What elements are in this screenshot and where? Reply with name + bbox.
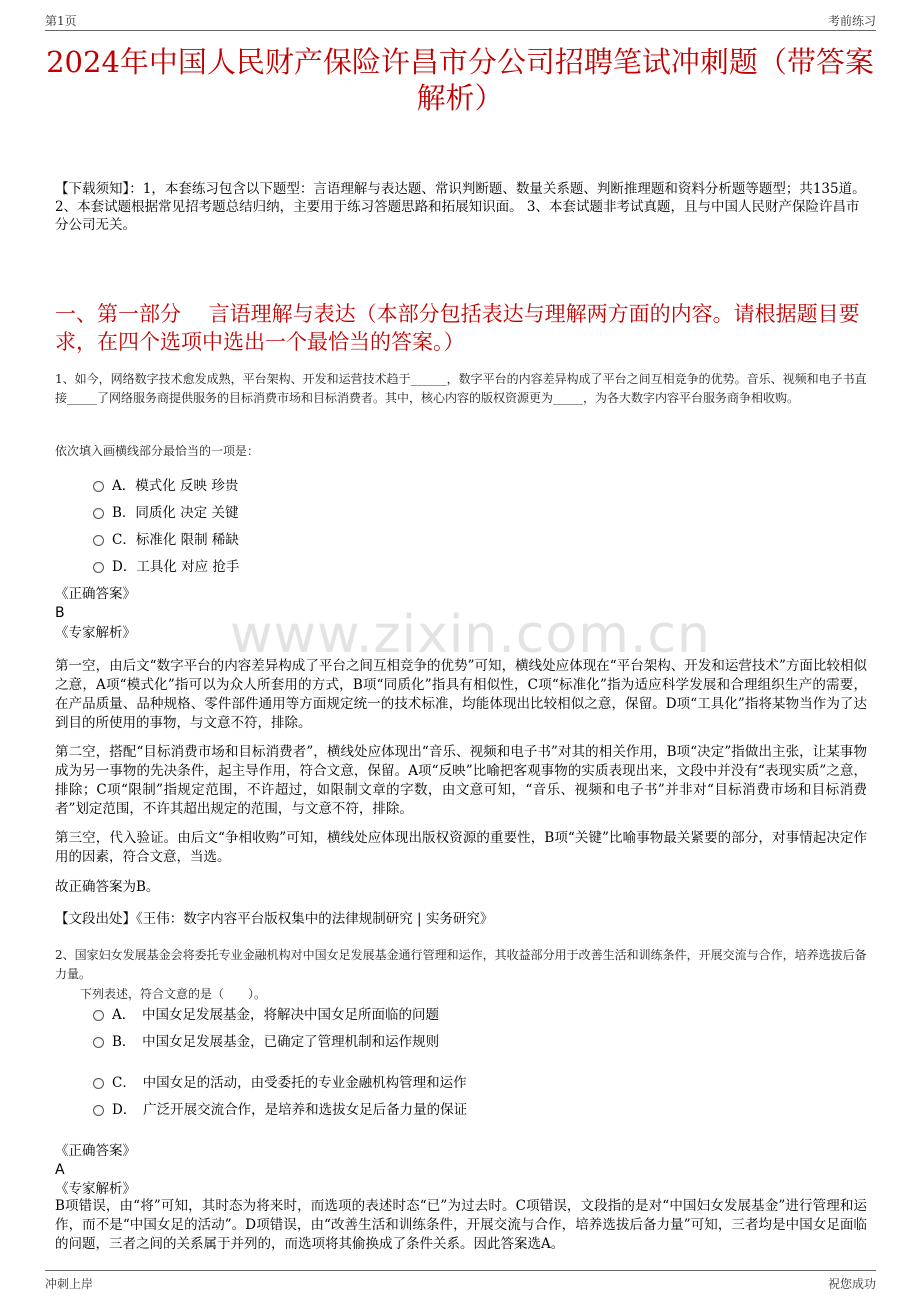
document-title: 2024年中国人民财产保险许昌市分公司招聘笔试冲刺题（带答案解析）	[46, 45, 874, 115]
question-1-option-d[interactable]	[93, 558, 239, 576]
question-1-analysis-p1: 第一空，由后文“数字平台的内容差异构成了平台之间互相竞争的优势”可知，横线处应体现在“平台架构、开发和运营技术”方面比较相似之意，A项“模式化”指可以为众人所套用的方式，B项“同质化”指具有相似性，C项“标准化”指为适应科学发展和合理组织生产的需要，在产品质量、品种规格、零件部件通用等方面规定统一的技术标准，均能体现出比较相似之意，保留。D项“工具化”指将某物当作为了达到目的所使用的事物，与文意不符，排除。	[55, 658, 867, 731]
option-label: C． 中国女足的活动，由受委托的专业金融机构管理和运作	[112, 1075, 467, 1091]
download-notice: 【下载须知】：1，本套练习包含以下题型：言语理解与表达题、常识判断题、数量关系题、判断推理题和资料分析题等题型；共135道。 2、本套试题根据常见招考题总结归纳，主要用于练习答题思路和拓展知识面。 3、本套试题非考试真题，且与中国人民财产保险许昌市分公司无关。	[55, 181, 866, 233]
question-2-stem: 2、国家妇女发展基金会将委托专业金融机构对中国女足发展基金通行管理和运作，其收益部分用于改善生活和训练条件，开展交流与合作，培养选拔后备力量。	[55, 948, 867, 981]
option-label: B． 中国女足发展基金，已确定了管理机制和运作规则	[112, 1034, 440, 1050]
footer-divider	[45, 1270, 876, 1271]
question-2-option-a[interactable]	[93, 1006, 439, 1024]
option-label: A． 中国女足发展基金，将解决中国女足所面临的问题	[112, 1007, 439, 1023]
question-2-option-b[interactable]	[93, 1033, 439, 1051]
question-1-stem: 1、如今，网络数字技术愈发成熟，平台架构、开发和运营技术趋于______，数字平台的内容差异构成了平台之间互相竞争的优势。音乐、视频和电子书直接_____了网络服务商提供服务的目标消费市场和目标消费者。其中，核心内容的版权资源更为_____，为各大数字内容平台服务商争相收购。	[55, 372, 867, 405]
question-2-option-d[interactable]	[93, 1101, 467, 1119]
question-1-conclusion: 故正确答案为B。	[55, 879, 160, 895]
radio-icon[interactable]	[93, 1078, 104, 1089]
radio-icon[interactable]	[93, 535, 104, 546]
question-2-option-c[interactable]	[93, 1074, 467, 1092]
question-1-option-b[interactable]	[93, 504, 239, 522]
radio-icon[interactable]	[93, 1010, 104, 1021]
radio-icon[interactable]	[93, 1037, 104, 1048]
option-label: A．模式化 反映 珍贵	[112, 478, 239, 494]
watermark: www.zixin.com.cn	[230, 605, 711, 665]
question-2-answer-tag: 《正确答案》	[55, 1143, 136, 1159]
question-1-option-c[interactable]	[93, 531, 239, 549]
question-2-answer: A	[55, 1162, 65, 1178]
radio-icon[interactable]	[93, 1105, 104, 1116]
question-1-analysis-tag: 《专家解析》	[55, 625, 136, 641]
question-1-analysis-p2: 第二空，搭配“目标消费市场和目标消费者”，横线处应体现出“音乐、视频和电子书”对其的相关作用，B项“决定”指做出主张，让某事物成为另一事物的先决条件，起主导作用，符合文意，保留。A项“反映”比喻把客观事物的实质表现出来，文段中并没有“表现实质”之意，排除；C项“限制”指规定范围，不许超过，如限制文章的字数，由文意可知，“音乐、视频和电子书”并非对“目标消费市场和目标消费者”划定范围，不许其超出规定的范围，与文意不符，排除。	[55, 744, 867, 817]
question-1-answer: B	[55, 605, 65, 621]
radio-icon[interactable]	[93, 508, 104, 519]
option-label: C．标准化 限制 稀缺	[112, 532, 239, 548]
question-2-analysis-tag: 《专家解析》	[55, 1181, 136, 1197]
header-label: 考前练习	[827, 14, 876, 28]
question-1-prompt: 依次填入画横线部分最恰当的一项是：	[55, 444, 260, 458]
option-label: D．工具化 对应 抢手	[112, 559, 240, 575]
radio-icon[interactable]	[93, 562, 104, 573]
section-heading: 一、第一部分 言语理解与表达（本部分包括表达与理解两方面的内容。请根据题目要求，在四个选项中选出一个最恰当的答案。）	[55, 302, 860, 354]
question-2-prompt: 下列表述，符合文意的是（ ）。	[80, 987, 267, 1001]
footer-right-text: 祝您成功	[827, 1277, 876, 1291]
question-1-analysis-p3: 第三空，代入验证。由后文“争相收购”可知，横线处应体现出版权资源的重要性，B项“关键”比喻事物最关紧要的部分，对事情起决定作用的因素，符合文意，当选。	[55, 830, 867, 865]
radio-icon[interactable]	[93, 481, 104, 492]
footer-left-text: 冲刺上岸	[45, 1277, 94, 1291]
question-1-source: 【文段出处】《王伟：数字内容平台版权集中的法律规制研究 | 实务研究》	[55, 911, 494, 927]
option-label: B．同质化 决定 关键	[112, 505, 239, 521]
header-divider	[45, 30, 876, 31]
header-page-number: 第1页	[45, 14, 77, 28]
question-1-answer-tag: 《正确答案》	[55, 586, 136, 602]
question-1-option-a[interactable]	[93, 477, 238, 495]
question-2-analysis: B项错误，由“将”可知，其时态为将来时，而选项的表述时态“已”为过去时。C项错误，文段指的是对“中国妇女发展基金”进行管理和运作，而不是“中国女足的活动”。D项错误，由“改善生活和训练条件，开展交流与合作，培养选拔后备力量”可知，三者均是中国女足面临的问题，三者之间的关系属于并列的，而选项将其偷换成了条件关系。因此答案选A。	[55, 1198, 867, 1252]
option-label: D． 广泛开展交流合作，是培养和选拔女足后备力量的保证	[112, 1102, 468, 1118]
